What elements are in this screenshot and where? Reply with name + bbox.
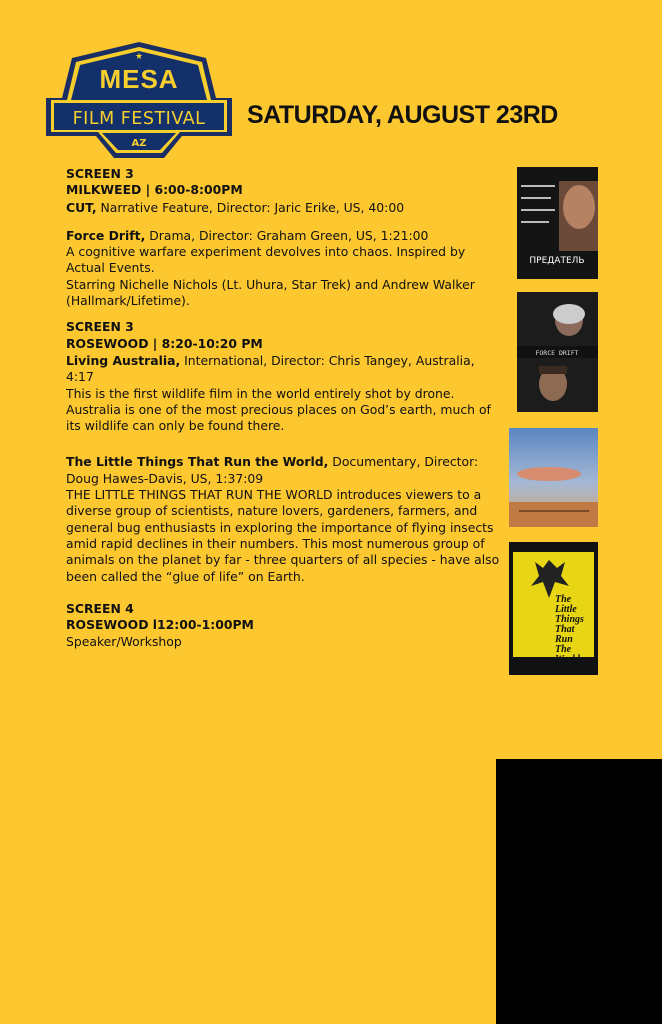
poster-cut: [517, 167, 598, 279]
film-entry: [66, 200, 506, 216]
film-meta: International, Director: Chris Tangey, Australia, 4:17: [66, 352, 475, 385]
page-title: SATURDAY, AUGUST 23RD: [247, 101, 558, 129]
film-title: The Little Things That Run the World,: [66, 454, 329, 470]
schedule: [66, 166, 506, 651]
screen-label: SCREEN 3: [66, 166, 134, 181]
film-entry: [66, 454, 506, 584]
film-description: This is the first wildlife film in the world entirely shot by drone. Australia is one of the most precious places on God’s earth, much of its wildlife can only be found there.: [66, 385, 491, 434]
time-slot: MILKWEED | 6:00-8:00PM: [66, 182, 243, 198]
film-meta: Narrative Feature, Director: Jaric Erike, US, 40:00: [96, 199, 405, 215]
time-slot: ROSEWOOD | 8:20-10:20 PM: [66, 335, 263, 351]
screen-label: SCREEN 3: [66, 319, 134, 335]
film-description: THE LITTLE THINGS THAT RUN THE WORLD introduces viewers to a diverse group of scientists, nature lovers, gardeners, farmers, and general bug enthusiasts in exploring the importance of flying insects amid rapid declines in their numbers. This most numerous group of animals on the planet by far - three quarters of all species - have also been called the “glue of life” on Earth.: [66, 487, 500, 584]
film-description: A cognitive warfare experiment devolves into chaos. Inspired by Actual Events.: [66, 244, 466, 276]
film-meta: Speaker/Workshop: [66, 634, 182, 650]
film-meta: Drama, Director: Graham Green, US, 1:21:00: [145, 227, 429, 243]
screen-label: SCREEN 4: [66, 600, 134, 616]
film-title: Living Australia,: [66, 352, 181, 368]
poster-living-australia: [509, 428, 598, 527]
poster-force-drift: [517, 292, 598, 412]
poster-title: FORCE DRIFT: [535, 349, 579, 357]
festival-logo: [46, 40, 232, 160]
film-title: CUT,: [66, 199, 97, 215]
poster-little-things: [509, 542, 598, 675]
logo-word-mesa: MESA: [99, 64, 179, 94]
time-slot: ROSEWOOD l12:00-1:00PM: [66, 617, 254, 633]
logo-star: ★: [134, 52, 144, 62]
black-panel: [496, 759, 662, 1024]
poster-title: ПРЕДАТЕЛЬ: [529, 256, 585, 266]
logo-word-film-festival: FILM FESTIVAL: [72, 109, 206, 129]
film-cast: Starring Nichelle Nichols (Lt. Uhura, Star Trek) and Andrew Walker (Hallmark/Lifetime).: [66, 276, 475, 309]
schedule-block: [66, 601, 506, 651]
poster-title: The Little Things That Run The World: [555, 594, 584, 665]
film-entry: [66, 353, 506, 434]
film-title: Force Drift,: [66, 227, 146, 243]
film-meta: Documentary, Director: Doug Hawes-Davis, US, 1:37:09: [66, 454, 479, 486]
schedule-block: [66, 319, 506, 584]
schedule-block: [66, 166, 506, 309]
film-entry: [66, 634, 506, 650]
film-entry: [66, 228, 506, 309]
logo-word-az: AZ: [131, 138, 147, 149]
